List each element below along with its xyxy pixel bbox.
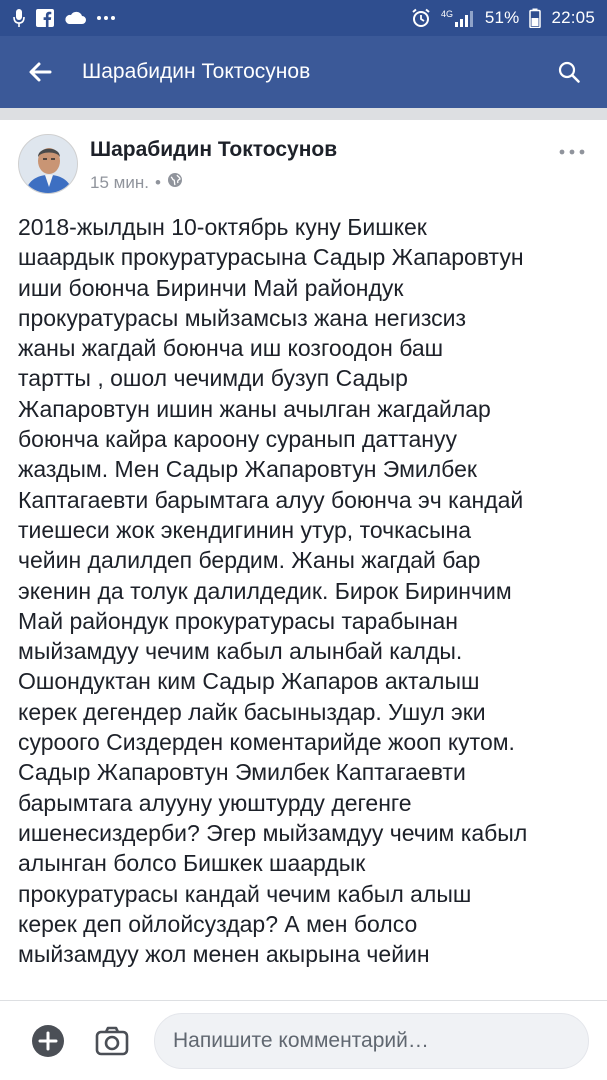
text-fade-overlay	[0, 980, 607, 1000]
post-card	[0, 120, 607, 1000]
battery-percent: 51%	[484, 8, 520, 27]
alarm-icon	[411, 8, 431, 28]
post-author-name[interactable]: Шарабидин Токтосунов	[90, 138, 338, 161]
globe-icon	[167, 172, 183, 193]
add-circle-icon[interactable]	[28, 1021, 68, 1061]
app-bar	[0, 36, 607, 108]
avatar[interactable]	[18, 134, 78, 194]
camera-icon[interactable]	[92, 1021, 132, 1061]
clock: 22:05	[551, 8, 595, 27]
status-bar-right	[411, 8, 595, 28]
more-options-icon[interactable]	[557, 142, 587, 162]
cloud-icon	[64, 8, 86, 28]
status-bar-left	[12, 8, 116, 28]
comment-input[interactable]	[154, 1013, 589, 1069]
battery-icon	[529, 8, 541, 28]
post-time[interactable]: 15 мин.	[90, 172, 149, 192]
meta-separator: •	[154, 172, 161, 192]
comment-bar	[0, 1000, 607, 1080]
post-body-text: 2018-жылдын 10-октябрь куну Бишкек шаардык прокуратурасына Садыр Жапаровтун иши боюнча Биринчи Май райондук прокуратурасы мыйзамсыз жана негизсиз жаны жагдай боюнча иш козгоодон баш тартты , ошол чечимди бузуп Садыр Жапаровтун ишин жаны ачылган жагдайлар боюнча кайра кароону суранып даттануу жаздым. Мен Садыр Жапаровтун Эмилбек Каптагаевти барымтага алуу боюнча эч кандай тиешеси жок экендигинин утур, точкасына чейин далилдеп бердим. Жаны жагдай бар экенин да толук далилдедик. Бирок Биринчим Май райондук прокуратурасы тарабынан мыйзамдуу чечим кабыл алынбай калды. Ошондуктан ким Садыр Жапаров акталыш керек дегендер лайк басыныздар. Ушул эки суроого Сиздерден коментарийде жооп кутом. Садыр Жапаровтун Эмилбек Каптагаевти барымтага алууну уюштурду дегенге ишенесиздерби? Эгер мыйзамдуу чечим кабыл алынган болсо Бишкек шаардык прокуратурасы кандай чечим кабыл алыш керек деп ойлойсуздар? А мен болсо мыйзамдуу жол менен акырына чейин	[18, 214, 528, 968]
more-notifications-icon	[96, 8, 116, 28]
signal-icon	[441, 8, 475, 28]
network-type-label: 4G	[440, 9, 453, 19]
post-header	[18, 134, 589, 198]
comment-placeholder: Напишите комментарий…	[173, 1028, 429, 1052]
status-bar	[0, 0, 607, 36]
feed-divider	[0, 108, 607, 120]
facebook-icon	[36, 8, 54, 28]
back-arrow-icon[interactable]	[22, 54, 58, 90]
microphone-icon	[12, 8, 26, 28]
search-icon[interactable]	[551, 54, 587, 90]
post-meta	[90, 172, 183, 193]
page-title: Шарабидин Токтосунов	[82, 60, 311, 83]
